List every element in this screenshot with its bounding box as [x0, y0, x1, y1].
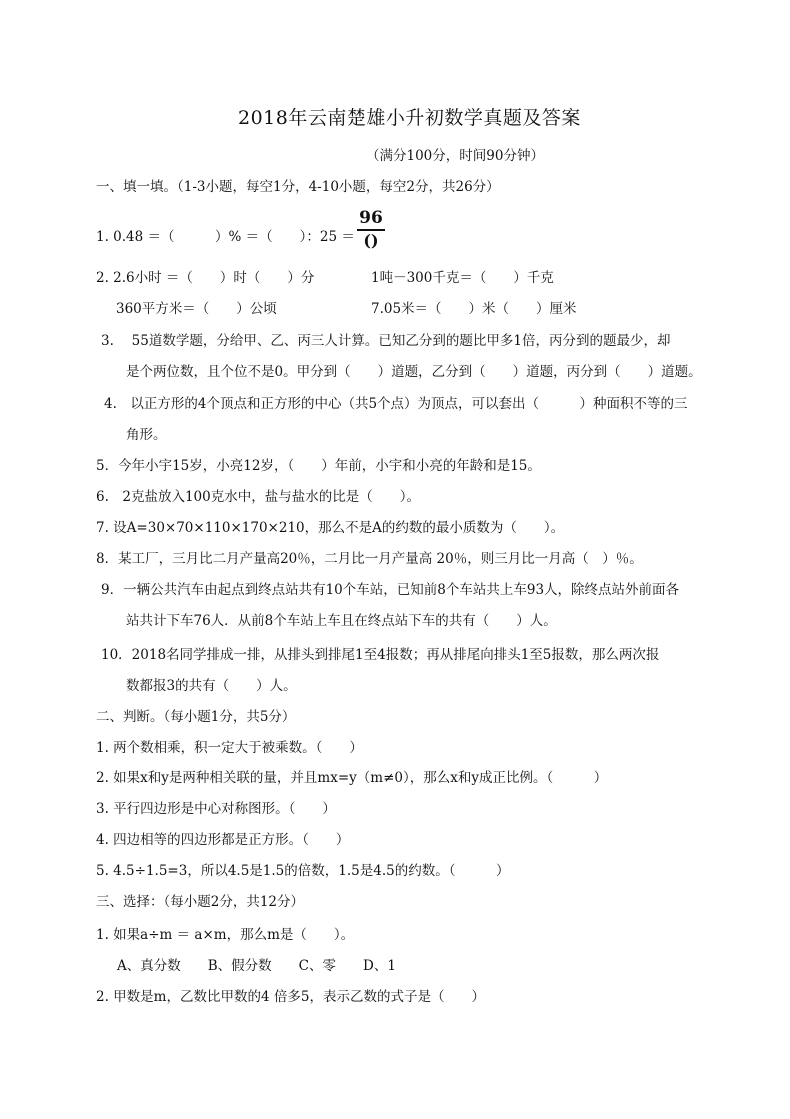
fill-q9-line1: 9．一辆公共汽车由起点到终点站共有10个车站，已知前8个车站共上车93人，除终点站外前面各 [101, 582, 680, 598]
judge-q2: 2. 如果x和y是两种相关联的量，并且mx=y（m≠0），那么x和y成正比例。（ ） [96, 770, 608, 786]
judge-q3: 3. 平行四边形是中心对称图形。（ ） [96, 801, 336, 817]
section-heading-fill: 一、填一填。（1-3小题，每空1分，4-10小题，每空2分，共26分） [96, 179, 500, 195]
fill-q7: 7. 设A=30×70×110×170×210，那么不是A的约数的最小质数为（ ）。 [96, 520, 565, 536]
section-heading-judge: 二、判断。（每小题1分，共5分） [96, 709, 296, 725]
fill-q2-b: 1吨－300千克＝（ ）千克 [371, 270, 554, 286]
page-title: 2018年云南楚雄小升初数学真题及答案 [238, 107, 581, 129]
fill-q2-a: 2. 2.6小时 ＝（ ）时（ ）分 [96, 270, 315, 286]
fill-q1: 1. 0.48 ＝（ ）% ＝（ ）：25 ＝ [96, 229, 355, 245]
fill-q8: 8．某工厂，三月比二月产量高20％，二月比一月产量高 20％，则三月比一月高（ ）％。 [96, 551, 643, 567]
fill-q2-c: 360平方米＝（ ）公顷 [116, 301, 277, 317]
judge-q5: 5. 4.5÷1.5=3，所以4.5是1.5的倍数，1.5是4.5的约数。（ ） [96, 863, 510, 879]
section-heading-choice: 三、选择：（每小题2分，共12分） [96, 894, 305, 910]
fill-q4-line1: 4. 以正方形的4个顶点和正方形的中心（共5个点）为顶点，可以套出（ ）种面积不等的三 [104, 396, 688, 412]
fill-q9-line2: 站共计下车76人．从前8个车站上车且在终点站下车的共有（ ）人。 [126, 613, 557, 629]
fraction-denominator: () [363, 230, 379, 250]
fill-q2-d: 7.05米＝（ ）米（ ）厘米 [371, 301, 577, 317]
fill-q4-line2: 角形。 [126, 427, 167, 443]
choice-q1: 1. 如果a÷m ＝ a×m，那么m是（ ）。 [96, 927, 355, 943]
fill-q3-line1: 3. 55道数学题，分给甲、乙、丙三人计算。已知乙分到的题比甲多1倍，丙分到的题最少，却 [101, 333, 671, 349]
fill-q6: 6. 2克盐放入100克水中，盐与盐水的比是（ ）。 [96, 489, 420, 505]
subtitle: （满分100分，时间90分钟） [366, 148, 544, 164]
judge-q1: 1. 两个数相乘，积一定大于被乘数。（ ） [96, 740, 363, 756]
fraction [357, 208, 385, 250]
fill-q5: 5．今年小宇15岁，小亮12岁，（ ）年前，小宇和小亮的年龄和是15。 [96, 458, 541, 474]
fill-q10-line1: 10．2018名同学排成一排，从排头到排尾1至4报数；再从排尾向排头1至5报数，那么两次报 [101, 647, 660, 663]
judge-q4: 4. 四边相等的四边形都是正方形。（ ） [96, 832, 350, 848]
fraction-numerator: 96 [359, 208, 383, 228]
choice-q1-options: A、真分数 B、假分数 C、零 D、1 [117, 958, 396, 974]
fill-q10-line2: 数都报3的共有（ ）人。 [126, 678, 297, 694]
choice-q2: 2. 甲数是m，乙数比甲数的4 倍多5，表示乙数的式子是（ ） [96, 989, 485, 1005]
fill-q3-line2: 是个两位数，且个位不是0。甲分到（ ）道题，乙分到（ ）道题，丙分到（ ）道题。 [126, 364, 702, 380]
